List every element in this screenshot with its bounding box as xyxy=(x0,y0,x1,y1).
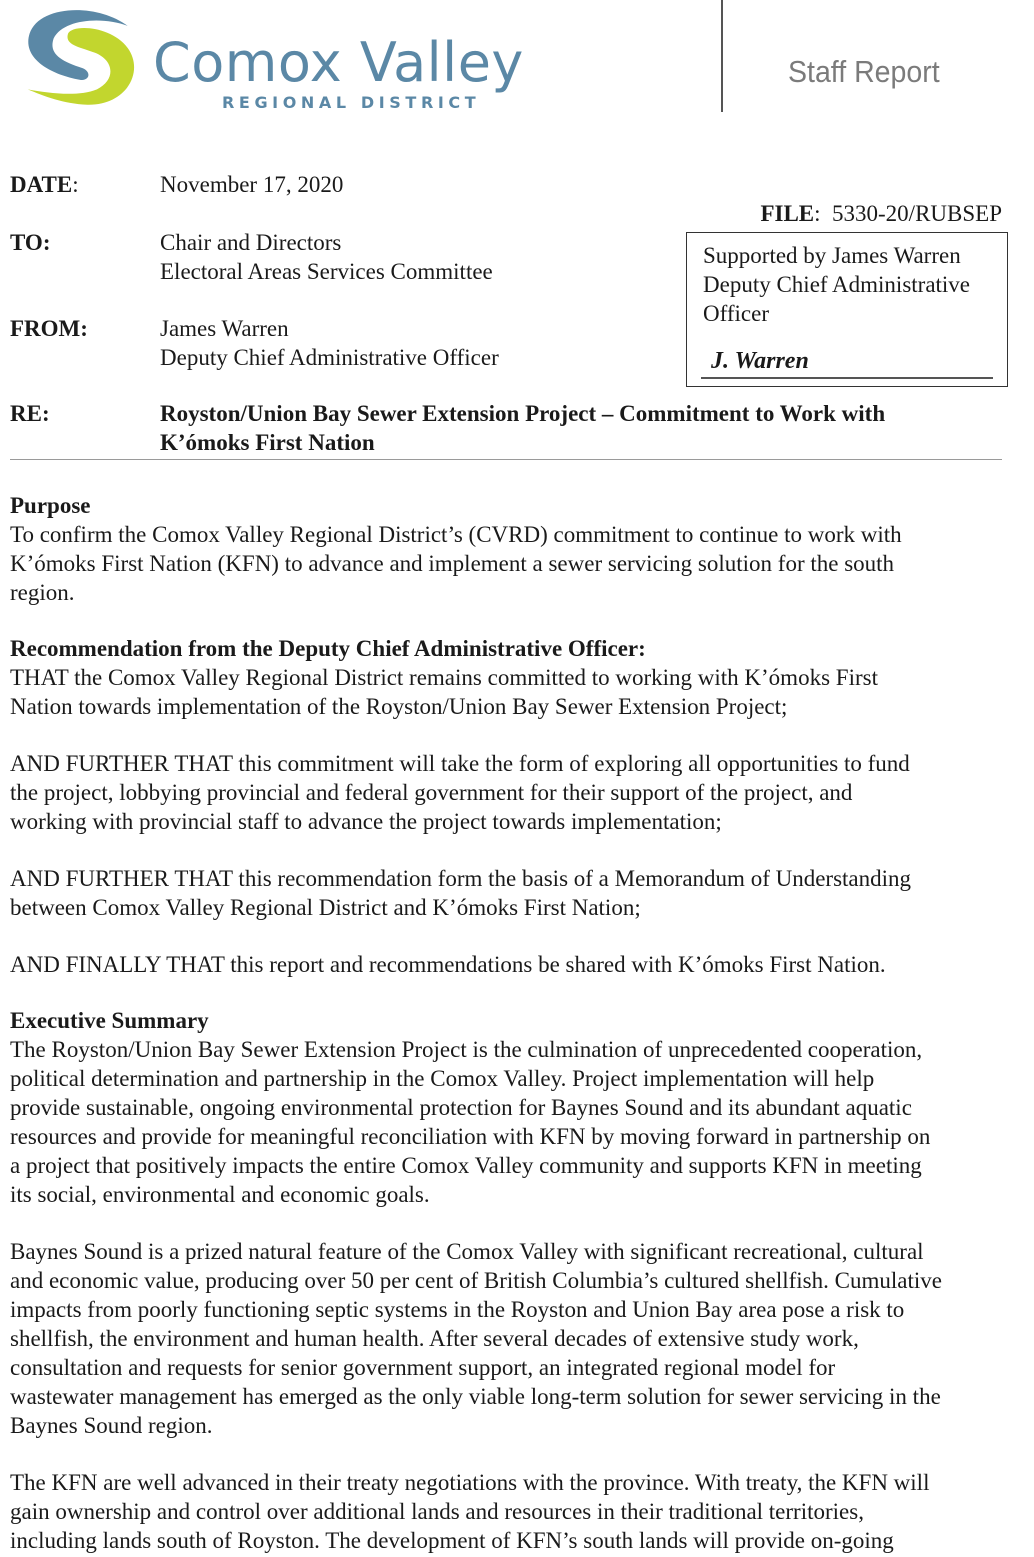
recommendation-section xyxy=(10,634,1010,979)
text-line: gain ownership and control over additional lands and resources in their traditional territories, xyxy=(10,1499,864,1524)
text-line: consultation and requests for senior government support, an integrated regional model for xyxy=(10,1355,836,1380)
recommendation-paragraph xyxy=(10,663,1010,721)
logo-subtitle: REGIONAL DISTRICT xyxy=(222,93,481,112)
text-line: its social, environmental and economic goals. xyxy=(10,1182,430,1207)
file-label: FILE xyxy=(760,201,815,226)
text-line: AND FURTHER THAT this recommendation form the basis of a Memorandum of Understanding xyxy=(10,866,912,891)
text-line: The KFN are well advanced in their treaty negotiations with the province. With treaty, the KFN will xyxy=(10,1470,930,1495)
from-label: FROM: xyxy=(10,316,88,341)
text-line: AND FURTHER THAT this commitment will take the form of exploring all opportunities to fund xyxy=(10,751,910,776)
text-line: resources and provide for meaningful reconciliation with KFN by moving forward in partnership on xyxy=(10,1124,931,1149)
signature: J. Warren xyxy=(711,348,809,374)
text-line: AND FINALLY THAT this report and recommendations be shared with K’ómoks First Nation. xyxy=(10,952,886,977)
header-divider xyxy=(721,0,723,112)
re-line: K’ómoks First Nation xyxy=(160,430,375,455)
purpose-section xyxy=(10,491,1010,607)
text-line: the project, lobbying provincial and federal government for their support of the project, and xyxy=(10,780,853,805)
text-line: political determination and partnership in the Comox Valley. Project implementation will help xyxy=(10,1066,875,1091)
re-subject xyxy=(160,399,1000,457)
text-line: Baynes Sound region. xyxy=(10,1413,213,1438)
text-line: a project that positively impacts the entire Comox Valley community and supports KFN in meeting xyxy=(10,1153,922,1178)
date-label-text: DATE xyxy=(10,172,73,197)
support-line: Supported by James Warren xyxy=(703,243,961,268)
to-line: Chair and Directors xyxy=(160,230,342,255)
text-line: working with provincial staff to advance the project towards implementation; xyxy=(10,809,722,834)
date-value: November 17, 2020 xyxy=(160,172,344,197)
recommendation-paragraph xyxy=(10,749,1010,836)
re-line: Royston/Union Bay Sewer Extension Project – Commitment to Work with xyxy=(160,401,886,426)
to-line: Electoral Areas Services Committee xyxy=(160,259,493,284)
text-line: Baynes Sound is a prized natural feature of the Comox Valley with significant recreational, cultural xyxy=(10,1239,924,1264)
text-line: including lands south of Royston. The development of KFN’s south lands will provide on-going xyxy=(10,1528,894,1553)
text-line: between Comox Valley Regional District and K’ómoks First Nation; xyxy=(10,895,641,920)
text-line: To confirm the Comox Valley Regional District’s (CVRD) commitment to continue to work with xyxy=(10,522,902,547)
support-line: Deputy Chief Administrative xyxy=(703,272,971,297)
recommendation-paragraph xyxy=(10,864,1010,922)
re-label: RE: xyxy=(10,401,50,426)
text-line: provide sustainable, ongoing environmental protection for Baynes Sound and its abundant aquatic xyxy=(10,1095,912,1120)
text-line: THAT the Comox Valley Regional District remains committed to working with K’ómoks First xyxy=(10,665,878,690)
text-line: impacts from poorly functioning septic systems in the Royston and Union Bay area pose a risk to xyxy=(10,1297,905,1322)
support-line: Officer xyxy=(703,301,769,326)
signature-line xyxy=(701,377,993,379)
from-line: Deputy Chief Administrative Officer xyxy=(160,345,499,370)
to-label: TO: xyxy=(10,230,51,255)
text-line: wastewater management has emerged as the only viable long-term solution for sewer servicing in the xyxy=(10,1384,941,1409)
file-reference: FILE: 5330-20/RUBSEP xyxy=(760,201,1002,226)
text-line: region. xyxy=(10,580,75,605)
from-line: James Warren xyxy=(160,316,289,341)
date-label: DATE: xyxy=(10,172,79,197)
document-type-title: Staff Report xyxy=(788,54,940,89)
text-line: The Royston/Union Bay Sewer Extension Project is the culmination of unprecedented cooperation, xyxy=(10,1037,923,1062)
header-rule xyxy=(10,459,1002,460)
text-line: shellfish, the environment and human health. After several decades of extensive study work, xyxy=(10,1326,859,1351)
summary-paragraph xyxy=(10,1035,1010,1209)
to-recipients xyxy=(160,228,493,286)
text-line: K’ómoks First Nation (KFN) to advance and implement a sewer servicing solution for the south xyxy=(10,551,895,576)
recommendation-heading: Recommendation from the Deputy Chief Administrative Officer: xyxy=(10,636,646,661)
support-text xyxy=(703,241,970,328)
cvrd-logo-icon xyxy=(20,4,145,116)
executive-summary-section xyxy=(10,1006,1010,1555)
executive-summary-heading: Executive Summary xyxy=(10,1008,209,1033)
logo-name: Comox Valley xyxy=(153,31,524,94)
text-line: and economic value, producing over 50 per cent of British Columbia’s cultured shellfish. Cumulative xyxy=(10,1268,942,1293)
from-sender xyxy=(160,314,499,372)
text-line: Nation towards implementation of the Royston/Union Bay Sewer Extension Project; xyxy=(10,694,788,719)
summary-paragraph xyxy=(10,1468,1010,1555)
recommendation-paragraph xyxy=(10,950,1010,979)
summary-paragraph xyxy=(10,1237,1010,1440)
purpose-paragraph xyxy=(10,520,1010,607)
purpose-heading: Purpose xyxy=(10,493,91,518)
support-box xyxy=(686,232,1008,387)
file-value: 5330-20/RUBSEP xyxy=(832,201,1002,226)
